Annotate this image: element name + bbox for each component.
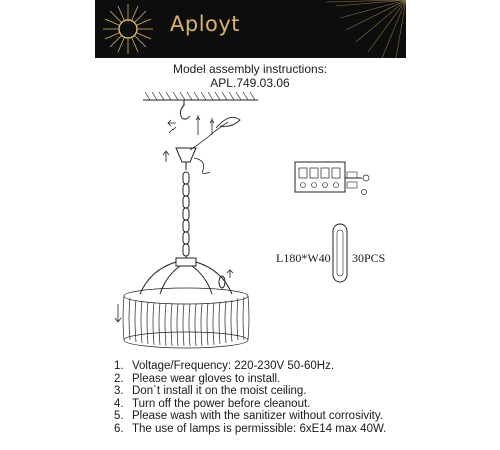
list-item: 5. Please wash with the sanitizer without corrosivity.	[114, 410, 383, 423]
chain	[183, 172, 189, 256]
crystal-quantity: 30PCS	[352, 251, 386, 265]
crystal-piece	[333, 224, 347, 282]
crystal-dimensions: L180*W40	[276, 251, 331, 265]
canopy	[176, 148, 196, 162]
sunburst-logo-icon	[101, 2, 155, 56]
hub	[176, 258, 196, 266]
list-item: 3. Don`t install it on the moist ceiling.	[114, 385, 307, 398]
ceiling-hook	[180, 105, 190, 119]
ceiling-hatch	[143, 92, 258, 100]
rays-decoration-icon	[316, 0, 406, 58]
brand-name: Aployt	[170, 12, 241, 36]
list-item: 6. The use of lamps is permissible: 6xE14 max 40W.	[114, 422, 387, 435]
list-item: 2. Please wear gloves to install.	[114, 372, 281, 385]
list-item: 4. Turn off the power before cleanout.	[114, 397, 311, 410]
instructions-list	[114, 360, 386, 436]
model-number: APL.749.03.06	[210, 76, 290, 90]
instructions-title: Model assembly instructions:	[172, 62, 328, 76]
crystal-ring	[123, 288, 249, 348]
brand-banner	[95, 0, 406, 58]
list-item: 1. Voltage/Frequency: 220-230V 50-60Hz.	[114, 360, 335, 372]
terminal-block	[295, 162, 369, 195]
assembly-diagram	[0, 88, 500, 358]
